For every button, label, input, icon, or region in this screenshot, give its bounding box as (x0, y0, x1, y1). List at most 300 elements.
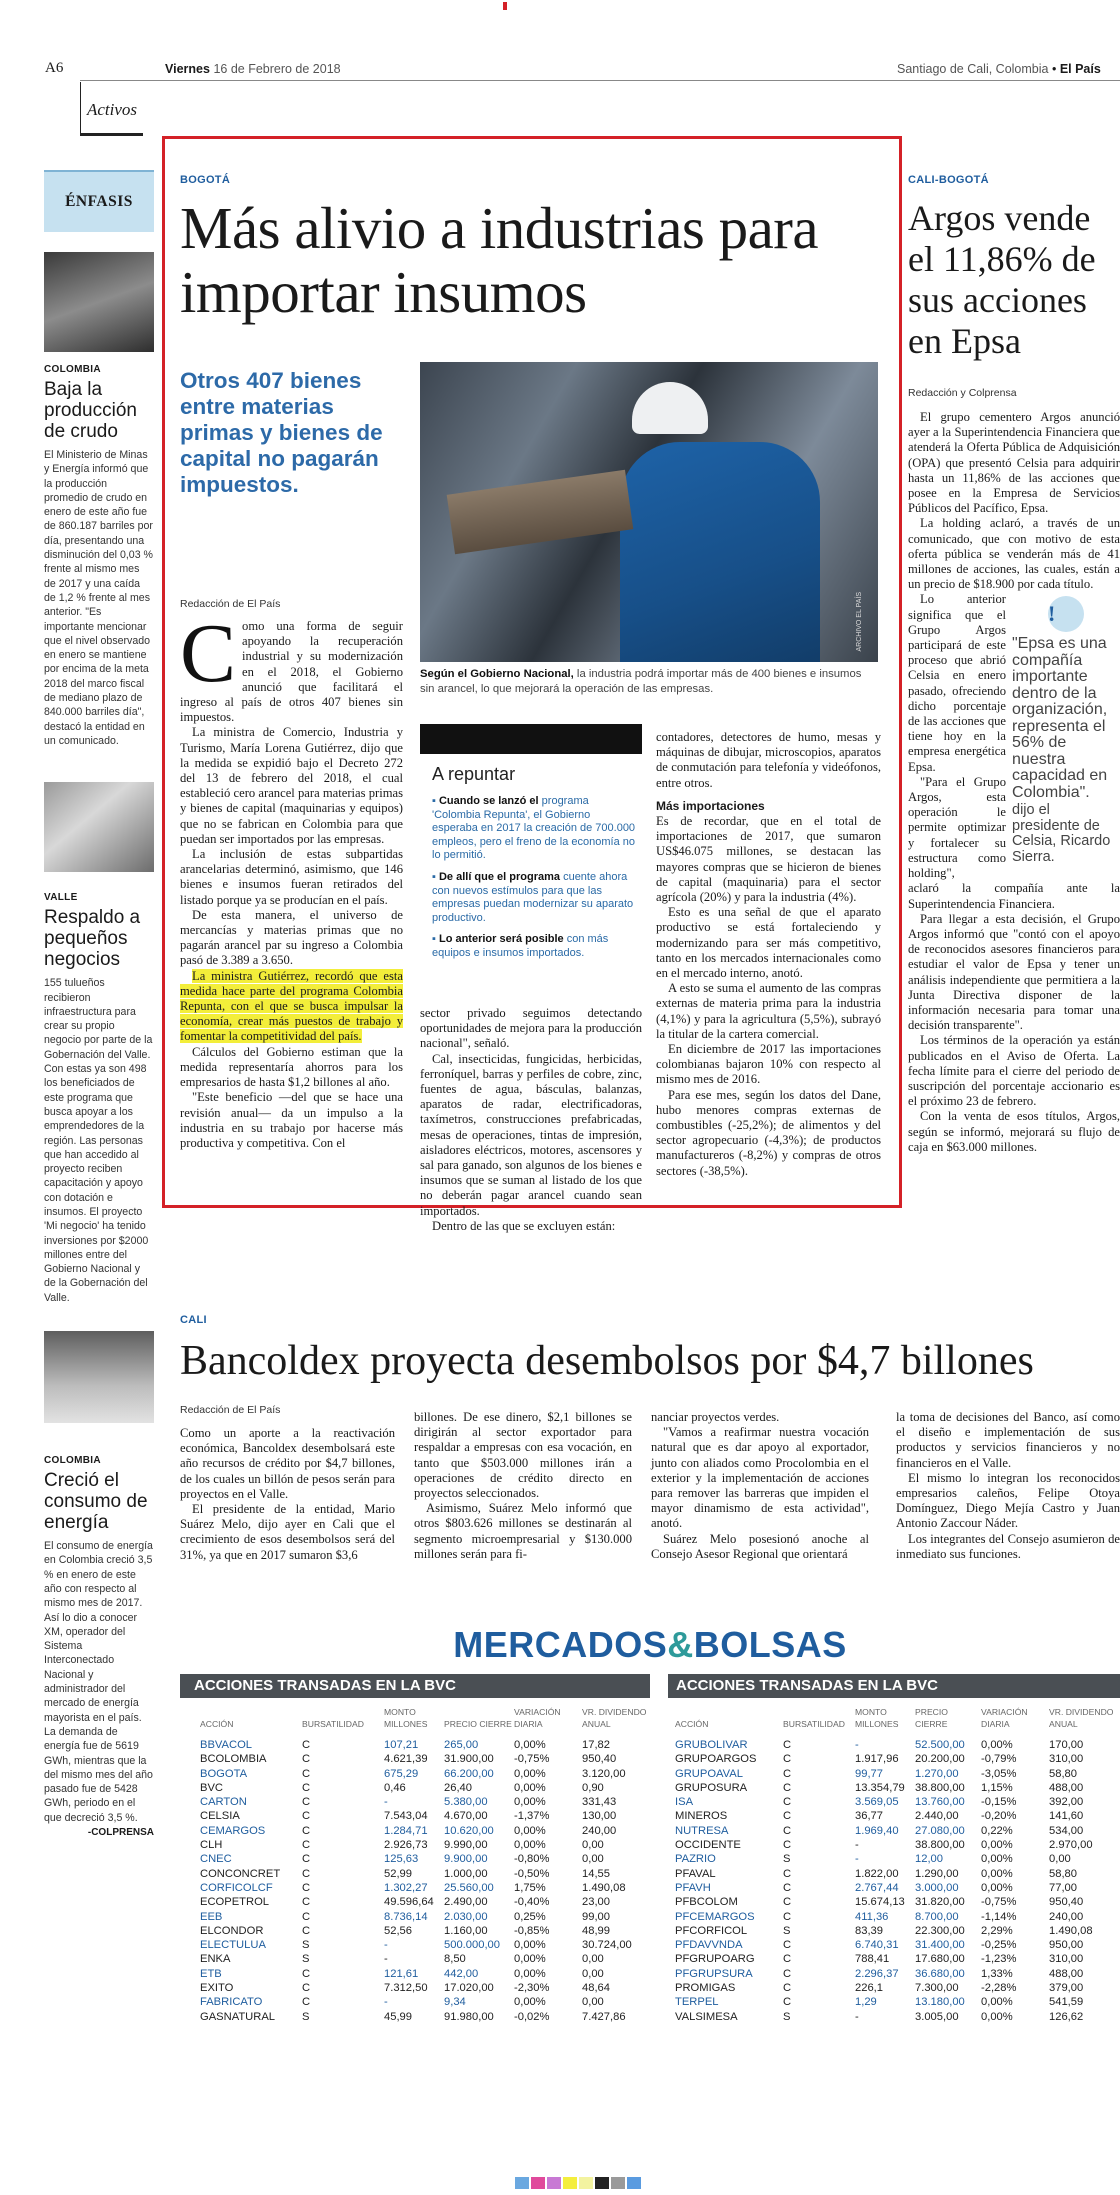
argos-p5: Con la venta de esos títulos, Argos, según se informó, mejorará su flujo de caja en $63.000 millones. (908, 1109, 1120, 1154)
color-swatch (611, 2177, 625, 2189)
page-number: A6 (45, 60, 64, 76)
photo-caption-text: la industria podrá importar más de 400 bienes e insumos sin arancel, lo que mejorará la operación de las empresas. (420, 668, 862, 695)
bancoldex-p6: "Vamos a reafirmar nuestra vocación natural que es dar apoyo al exportador, junto con aliados como Procolombia en el exterior y la implementación de acciones para remover las barreras que impiden el mayor dinamismo de esta actividad", anotó. (651, 1425, 869, 1531)
table-row (675, 1995, 1120, 2009)
table-cell: 9.900,00 (444, 1853, 488, 1866)
table-row (200, 1924, 650, 1938)
table-cell: NUTRESA (675, 1824, 729, 1837)
column-header: MONTO MILLONES (384, 1707, 428, 1729)
header-rule (80, 80, 1120, 81)
table-cell: C (302, 1810, 311, 1823)
table-cell: 2.926,73 (384, 1839, 428, 1852)
table-cell: - (855, 2010, 859, 2023)
table-cell: -0,75% (981, 1896, 1017, 1909)
table-cell: 13.354,79 (855, 1781, 905, 1794)
table-row (200, 1824, 650, 1838)
table-cell: C (783, 1881, 792, 1894)
dropcap: C (180, 607, 237, 700)
table-cell: PFGRUPSURA (675, 1967, 753, 1980)
table-cell: C (783, 1739, 792, 1751)
table-cell: 52,99 (384, 1867, 412, 1880)
main-photo (420, 362, 878, 662)
table-cell: 0,00 (582, 1853, 604, 1866)
table-cell: GRUBOLIVAR (675, 1739, 748, 1751)
table-cell: S (783, 1853, 791, 1866)
table-cell: 17.680,00 (915, 1953, 965, 1966)
table-cell: -0,85% (514, 1924, 550, 1937)
main-col-2 (420, 1006, 642, 1234)
table-cell: PFAVAL (675, 1867, 716, 1880)
column-header: PRECIO CIERRE (915, 1707, 948, 1729)
table-row (200, 1795, 650, 1809)
col3-p3: Esto es una señal de que el aparato productivo se está fortaleciendo y modernizando para ser más competitivo, tanto en los mercados internacionales como en el mercado interno, anotó. (656, 905, 881, 981)
col3-subhead: Más importaciones (656, 798, 765, 813)
table-row (675, 2010, 1120, 2024)
column-header: VARIACIÓN DIARIA (514, 1707, 561, 1729)
table-cell: S (783, 1924, 791, 1937)
table-cell: C (302, 1839, 311, 1852)
table-cell: 0,00% (981, 1881, 1013, 1894)
repuntar-item-3: ▪ Lo anterior será posible con más equipos e insumos importados. (432, 933, 609, 959)
header-paper: El País (1059, 62, 1101, 76)
table-cell: C (302, 1924, 311, 1937)
table-cell: 0,00 (582, 1839, 604, 1852)
col3-p4: A esto se suma el aumento de las compras externas de materia prima para la industria (4,1%) y para la agricultura (5,5%), subrayó la titular de la cartera comercial. (656, 981, 881, 1041)
table-cell: 22.300,00 (915, 1924, 965, 1937)
table-cell: -1,23% (981, 1953, 1017, 1966)
table-cell: 1,29 (855, 1996, 877, 2009)
table-cell: 30.724,00 (582, 1939, 632, 1952)
table-cell: 4.621,39 (384, 1753, 428, 1766)
table-cell: 0,00% (514, 1967, 546, 1980)
table-row (675, 1795, 1120, 1809)
bancoldex-p4: Asimismo, Suárez Melo informó que otros $803.626 millones se destinarán al segmento microempresarial y $130.000 millones serán para fi- (414, 1501, 632, 1561)
table-cell: 240,00 (1049, 1910, 1084, 1923)
table-cell: -1,37% (514, 1810, 550, 1823)
bancoldex-p3: billones. De ese dinero, $2,1 billones se dirigirán al sector exportador para respaldar a empresas con esa vocación, en tanto que $503.000 millones irán a operaciones de crédito directo en proyectos seleccionados. (414, 1410, 632, 1501)
table-cell: 442,00 (444, 1967, 479, 1980)
repuntar-item-1-text: programa 'Colombia Repunta', el Gobierno esperaba en 2017 la creación de 700.000 empleos, pero el freno de la economía no lo permitió. (432, 795, 636, 862)
table-cell: C (783, 1810, 792, 1823)
table-cell: 170,00 (1049, 1739, 1084, 1751)
color-swatch (547, 2177, 561, 2189)
table-cell: 2.490,00 (444, 1896, 488, 1909)
table-cell: C (302, 1910, 311, 1923)
table-row (675, 1809, 1120, 1823)
table-cell: 411,36 (855, 1910, 889, 1923)
table-cell: -0,02% (514, 2010, 550, 2023)
table-cell: 107,21 (384, 1739, 419, 1751)
table-cell: 31.900,00 (444, 1753, 494, 1766)
bancoldex-p8: la toma de decisiones del Banco, así como el diseño e implementación de sus productos y servicios financieros y no financieros en el Valle. (896, 1410, 1120, 1470)
table-cell: -3,05% (981, 1767, 1017, 1780)
table-cell: C (783, 1796, 792, 1809)
table-header-row (200, 1700, 650, 1738)
table-cell: 7.312,50 (384, 1982, 428, 1995)
table-cell: 950,40 (1049, 1896, 1084, 1909)
color-swatch (515, 2177, 529, 2189)
table-cell: BVC (200, 1781, 224, 1794)
argos-p1: El grupo cementero Argos anunció ayer a la Superintendencia Financiera que atenderá la Oferta Pública de Adquisición (OPA) que presentó Celsia para adquirir hasta un 11,86% de las acciones que posee en la Empresa de Servicios Públicos del Pacífico, Epsa. (908, 410, 1120, 516)
table-cell: 2,29% (981, 1924, 1013, 1937)
argos-byline: Redacción y Colprensa (908, 387, 1017, 399)
table-cell: 0,00% (514, 1996, 546, 2009)
table-cell: 0,00% (514, 1839, 546, 1852)
enfasis-credit-3: -COLPRENSA (87, 1827, 154, 1838)
table-cell: CNEC (200, 1853, 232, 1866)
table-cell: 950,40 (582, 1753, 617, 1766)
table-cell: 38.800,00 (915, 1839, 965, 1852)
argos-after: aclaró la compañía ante la Superintendencia Financiera. (908, 881, 1120, 911)
table-cell: 0,00% (514, 1953, 546, 1966)
table-cell: 0,00% (514, 1781, 546, 1794)
color-swatch (579, 2177, 593, 2189)
repuntar-bar (420, 724, 642, 754)
table-cell: 2.030,00 (444, 1910, 488, 1923)
table-cell: 0,00% (981, 1739, 1013, 1751)
color-swatches (515, 2176, 643, 2188)
table-cell: 27.080,00 (915, 1824, 965, 1837)
main-p3: De esta manera, el universo de mercancías y materias primas que no pagarán arancel par su ingreso a Colombia pasó de 3.389 a 3.650. (180, 907, 403, 968)
main-lead: omo una forma de seguir apoyando la recuperación industrial y su modernización en el 2018, el Gobierno anunció que facilitará el ingreso al país de otros 407 bienes sin impuestos. (180, 619, 403, 725)
table-cell: 788,41 (855, 1953, 890, 1966)
table-header-row (675, 1700, 1120, 1738)
table-row (675, 1852, 1120, 1866)
table-cell: 20.200,00 (915, 1753, 965, 1766)
table-cell: 49.596,64 (384, 1896, 434, 1909)
table-cell: 58,80 (1049, 1867, 1077, 1880)
table-cell: 0,00% (514, 1796, 546, 1809)
table-cell: 31.820,00 (915, 1896, 965, 1909)
table-cell: 48,64 (582, 1982, 610, 1995)
table-cell: CLH (200, 1839, 223, 1852)
table-cell: VALSIMESA (675, 2010, 738, 2023)
table-cell: 0,22% (981, 1824, 1013, 1837)
table-cell: 58,80 (1049, 1767, 1077, 1780)
table-row (675, 1838, 1120, 1852)
table-cell: GRUPOAVAL (675, 1767, 743, 1780)
table-cell: C (302, 1853, 311, 1866)
table-cell: 38.800,00 (915, 1781, 965, 1794)
table-cell: 0,00% (981, 2010, 1013, 2023)
table-cell: EXITO (200, 1982, 234, 1995)
table-cell: C (783, 1839, 792, 1852)
bancoldex-p2: El presidente de la entidad, Mario Suárez Melo, dijo ayer en Cali que el crecimiento de esos desembolsos será del 31%, ya que en 2017 sumaron $3,6 (180, 1502, 395, 1562)
table-cell: FABRICATO (200, 1996, 263, 2009)
enfasis-body-2: 155 tulueños recibieron infraestructura para crear su propio negocio por parte de la Gobernación del Valle. Con estas ya son 498 los beneficiados de este programa que busca apoyar a los emprendedores de la región. Las personas que han accedido al proyecto reciben capacitación y apoyo con dotación e insumos. El proyecto 'Mi negocio' ha tenido inversiones por $2000 millones entre del Gobierno Nacional y de la Gobernación del Valle. (44, 977, 153, 1304)
table-cell: 379,00 (1049, 1982, 1084, 1995)
table-cell: 23,00 (582, 1896, 610, 1909)
bancoldex-kicker: CALI (180, 1314, 207, 1326)
table-cell: 0,00% (514, 1739, 546, 1751)
column-header: VR. DIVIDENDO ANUAL (1049, 1707, 1114, 1729)
table-row (675, 1952, 1120, 1966)
bancoldex-p1: Como un aporte a la reactivación económica, Bancoldex desembolsará este año recursos de crédito por $4,7 billones, de los cuales un billón de pesos serán para proyectos en el Valle. (180, 1426, 395, 1501)
machine-part (447, 470, 634, 554)
table-cell: 7.543,04 (384, 1810, 428, 1823)
table-cell: 13.180,00 (915, 1996, 965, 2009)
col3-p1: contadores, detectores de humo, mesas y máquinas de dibujar, microscopios, aparatos de conmutación para telefonía y videófonos, entre otros. (656, 730, 881, 790)
table-cell: C (783, 1781, 792, 1794)
main-p4: Cálculos del Gobierno estiman que la medida representaría ahorros para los empresarios de hasta $1,2 billones al año. (180, 1044, 403, 1090)
table-cell: -0,79% (981, 1753, 1017, 1766)
table-cell: CEMARGOS (200, 1824, 266, 1837)
table-cell: C (783, 1910, 792, 1923)
repuntar-title: A repuntar (432, 764, 516, 784)
table-cell: 1.917,96 (855, 1753, 899, 1766)
table-cell: -0,25% (981, 1939, 1017, 1952)
table-cell: CELSIA (200, 1810, 240, 1823)
table-row (675, 1738, 1120, 1752)
col3-p2: Es de recordar, que en el total de importaciones de 2017, que sumaron US$46.075 millones, se destacan las mayores compras que se hicieron de bienes de capital (maquinaria) para el sector agrícola (20%) y para la industria (4%). (656, 814, 881, 905)
photo-caption-bold: Según el Gobierno Nacional, (420, 668, 574, 680)
table-cell: S (783, 2010, 791, 2023)
enfasis-body-3: El consumo de energía en Colombia creció 3,5 % en enero de este año con respecto al mismo mes de 2017. Así lo dio a conocer XM, operador del Sistema Interconectado Nacional y administrador del mercado de energía mayorista en el país. La demanda de energía fue de 5619 GWh, mientras que la del mismo mes del año pasado fue de 5428 GWh, periodo en el que decreció 3,5 %. (44, 1540, 153, 1824)
table-row (200, 1781, 650, 1795)
table-cell: 3.569,05 (855, 1796, 899, 1809)
table-cell: 0,00% (514, 1939, 546, 1952)
table-cell: 310,00 (1049, 1753, 1084, 1766)
enfasis-title-2: Respaldo a pequeños negocios (44, 907, 141, 971)
table-cell: 45,99 (384, 2010, 412, 2023)
table-cell: -0,20% (981, 1810, 1017, 1823)
section-tab (80, 82, 143, 136)
table-cell: OCCIDENTE (675, 1839, 741, 1852)
table-cell: 2.296,37 (855, 1967, 899, 1980)
table-cell: -0,75% (514, 1753, 550, 1766)
table-cell: ELCONDOR (200, 1924, 264, 1937)
table-cell: S (302, 2010, 310, 2023)
table-cell: 0,00 (582, 1953, 604, 1966)
table-cell: 130,00 (582, 1810, 617, 1823)
bancoldex-col-4 (896, 1410, 1120, 1562)
table-cell: C (783, 1967, 792, 1980)
table-cell: 17.020,00 (444, 1982, 494, 1995)
table-cell: 31.400,00 (915, 1939, 965, 1952)
table-cell: 1.490,08 (582, 1881, 626, 1894)
table-row (200, 1910, 650, 1924)
table-row (675, 1967, 1120, 1981)
table-row (200, 1995, 650, 2009)
table-cell: 2.440,00 (915, 1810, 959, 1823)
repuntar-box (420, 724, 642, 961)
table-cell: 1.000,00 (444, 1867, 488, 1880)
registration-mark (503, 2, 507, 10)
table-cell: - (855, 1839, 859, 1852)
table-cell: 125,63 (384, 1853, 419, 1866)
table-cell: 0,00% (981, 1996, 1013, 2009)
table-cell: C (302, 1896, 311, 1909)
enfasis-kicker-1: COLOMBIA (44, 364, 101, 375)
table-cell: 331,43 (582, 1796, 617, 1809)
table-cell: C (302, 1767, 311, 1780)
table-row (200, 1938, 650, 1952)
table-cell: C (783, 1867, 792, 1880)
main-col-1 (180, 607, 403, 1151)
table-cell: PFBCOLOM (675, 1896, 738, 1909)
column-header: ACCIÓN (675, 1719, 709, 1729)
argos-wrap: Lo anterior significa que el Grupo Argos participará de este proceso que abrió Celsia en enero pasado, ofreciendo dicho porcentaje de las acciones que tiene hoy en la empresa energética Epsa. (908, 592, 1006, 774)
column-header: PRECIO CIERRE (444, 1719, 512, 1729)
stock-table-right (675, 1700, 1120, 2024)
bancoldex-p7: Suárez Melo posesionó anoche al Consejo Asesor Regional que orientará (651, 1531, 869, 1561)
table-cell: 500.000,00 (444, 1939, 500, 1952)
table-row (675, 1881, 1120, 1895)
table-cell: 310,00 (1049, 1953, 1084, 1966)
bvc-bar-left (180, 1674, 650, 1698)
mercados-title-b: BOLSAS (693, 1624, 847, 1665)
table-cell: C (783, 1896, 792, 1909)
enfasis-sidebar (44, 170, 154, 1838)
table-cell: C (302, 1753, 311, 1766)
table-row (200, 1895, 650, 1909)
mercados-title-a: MERCADOS (453, 1624, 668, 1665)
table-cell: GRUPOARGOS (675, 1753, 757, 1766)
table-cell: BBVACOL (200, 1739, 253, 1751)
table-row (200, 1752, 650, 1766)
table-cell: GRUPOSURA (675, 1781, 748, 1794)
table-cell: EEB (200, 1910, 223, 1923)
table-cell: 0,00% (981, 1839, 1013, 1852)
table-cell: 4.670,00 (444, 1810, 488, 1823)
table-cell: 1,15% (981, 1781, 1013, 1794)
table-cell: 52,56 (384, 1924, 412, 1937)
enfasis-title-1: Baja la producción de crudo (44, 379, 137, 442)
table-cell: 10.620,00 (444, 1824, 494, 1837)
table-cell: C (783, 1753, 792, 1766)
table-cell: - (384, 1996, 388, 2009)
table-cell: 265,00 (444, 1739, 479, 1751)
table-cell: 36,77 (855, 1810, 883, 1823)
bancoldex-col-1 (180, 1426, 395, 1563)
col3-p6: Para ese mes, según los datos del Dane, hubo menores compras externas de combustibles (-25,2%); de alimentos y del sector agropecuario (-4,3%); de productos manufactureros (-8,2%) y compras de otros sectores (-38,5%). (656, 1087, 881, 1178)
table-cell: GASNATURAL (200, 2010, 276, 2023)
table-cell: 0,00 (582, 1996, 604, 2009)
table-cell: C (302, 1982, 311, 1995)
photo-credit: ARCHIVO EL PAÍS (856, 592, 863, 652)
repuntar-item-3-text: con más equipos e insumos importados. (432, 933, 609, 959)
main-deck: Otros 407 bienes entre materias primas y bienes de capital no pagarán impuestos. (180, 368, 383, 497)
table-cell: ELECTULUA (200, 1939, 266, 1952)
stock-table (675, 1700, 1120, 2024)
bancoldex-col-2 (414, 1410, 632, 1562)
table-row (675, 1867, 1120, 1881)
table-cell: 541,59 (1049, 1996, 1084, 2009)
header-day: Viernes (165, 62, 210, 76)
table-row (675, 1767, 1120, 1781)
table-cell: 14,55 (582, 1867, 610, 1880)
table-row (200, 1981, 650, 1995)
table-cell: 2.767,44 (855, 1881, 899, 1894)
table-cell: -0,80% (514, 1853, 550, 1866)
table-cell: ISA (675, 1796, 694, 1809)
table-cell: 3.005,00 (915, 2010, 959, 2023)
table-row (200, 1809, 650, 1823)
table-row (675, 1981, 1120, 1995)
table-cell: 0,90 (582, 1781, 604, 1794)
table-cell: C (783, 1982, 792, 1995)
enfasis-kicker-3: COLOMBIA (44, 1455, 101, 1467)
bancoldex-headline: Bancoldex proyecta desembolsos por $4,7 billones (180, 1338, 1034, 1384)
table-row (675, 1824, 1120, 1838)
enfasis-kicker-2: VALLE (44, 892, 78, 904)
color-swatch (627, 2177, 641, 2189)
argos-quote-box (1012, 596, 1120, 865)
table-cell: CORFICOLCF (200, 1881, 273, 1894)
table-cell: PROMIGAS (675, 1982, 736, 1995)
enfasis-title-box (44, 170, 154, 232)
table-cell: 7.427,86 (582, 2010, 626, 2023)
argos-body (908, 410, 1120, 1155)
table-row (200, 2010, 650, 2024)
table-cell: 52.500,00 (915, 1739, 965, 1751)
table-cell: S (302, 1939, 310, 1952)
column-header: BURSATILIDAD (783, 1719, 845, 1729)
table-cell: 77,00 (1049, 1881, 1077, 1894)
bancoldex-p10: Los integrantes del Consejo asumieron de inmediato sus funciones. (896, 1531, 1120, 1561)
table-cell: 91.980,00 (444, 2010, 494, 2023)
table-cell: S (302, 1953, 310, 1966)
enfasis-title: ÉNFASIS (65, 193, 133, 210)
table-cell: 950,00 (1049, 1939, 1084, 1952)
table-cell: 25.560,00 (444, 1881, 494, 1894)
table-row (675, 1752, 1120, 1766)
table-cell: 1.160,00 (444, 1924, 488, 1937)
table-cell: 2.970,00 (1049, 1839, 1093, 1852)
table-cell: 1.969,40 (855, 1824, 899, 1837)
table-cell: C (783, 1824, 792, 1837)
table-cell: C (783, 1767, 792, 1780)
enfasis-photo-oil (44, 252, 154, 352)
table-cell: 0,25% (514, 1910, 546, 1923)
table-row (200, 1767, 650, 1781)
table-cell: 121,61 (384, 1967, 419, 1980)
table-cell: PFGRUPOARG (675, 1953, 755, 1966)
table-cell: 26,40 (444, 1781, 472, 1794)
column-header: VR. DIVIDENDO ANUAL (582, 1707, 647, 1729)
table-cell: PFAVH (675, 1881, 711, 1894)
mercados-amp: & (667, 1624, 694, 1665)
table-cell: -2,30% (514, 1982, 550, 1995)
main-headline: Más alivio a industrias para importar insumos (180, 195, 819, 325)
enfasis-photo-tower (44, 1331, 154, 1423)
table-cell: PFDAVVNDA (675, 1939, 743, 1952)
table-cell: TERPEL (675, 1996, 719, 2009)
table-cell: - (384, 1796, 388, 1809)
enfasis-title-3: Creció el consumo de energía (44, 1470, 148, 1534)
table-cell: 6.740,31 (855, 1939, 899, 1952)
repuntar-item-3-bold: Lo anterior será posible (438, 933, 564, 946)
table-cell: 1.302,27 (384, 1881, 428, 1894)
column-header: MONTO MILLONES (855, 1707, 899, 1729)
table-cell: 675,29 (384, 1767, 419, 1780)
table-cell: 392,00 (1049, 1796, 1084, 1809)
stock-table (200, 1700, 650, 2024)
table-cell: C (783, 1939, 792, 1952)
worker-body (620, 442, 820, 662)
table-cell: 240,00 (582, 1824, 617, 1837)
table-cell: 1.284,71 (384, 1824, 428, 1837)
main-p5: "Este beneficio —del que se hace una revisión anual— da un impulso a la industria en su trabajo por hacerse más productiva y competitiva. Con el (180, 1090, 403, 1150)
table-cell: 1,33% (981, 1967, 1013, 1980)
table-cell: C (302, 1867, 311, 1880)
table-cell: 99,00 (582, 1910, 610, 1923)
table-cell: PFCEMARGOS (675, 1910, 755, 1923)
table-row (200, 1738, 650, 1752)
table-cell: 0,00% (981, 1867, 1013, 1880)
enfasis-body-1: El Ministerio de Minas y Energía informó que la producción promedio de crudo en enero de este año fue de 860.187 barriles por día, presentando una disminución del 0,03 % frente al mismo mes de 2017 y una caída de 1,2 % frente al mes anterior. "Es importante mencionar que el nivel observado en enero se mantiene por encima de la meta 2018 del marco fiscal de mediano plazo de 840.000 barriles día", destacó la entidad en un comunicado. (44, 449, 153, 747)
argos-p3: Para llegar a esta decisión, el Grupo Argos informó que "contó con el apoyo de reconocidos asesores financieros para estudiar el valor de Epsa y tener un análisis independiente que permitiera a la Junta Directiva disponer de la información necesaria para tomar una decisión transparente". (908, 911, 1120, 1033)
